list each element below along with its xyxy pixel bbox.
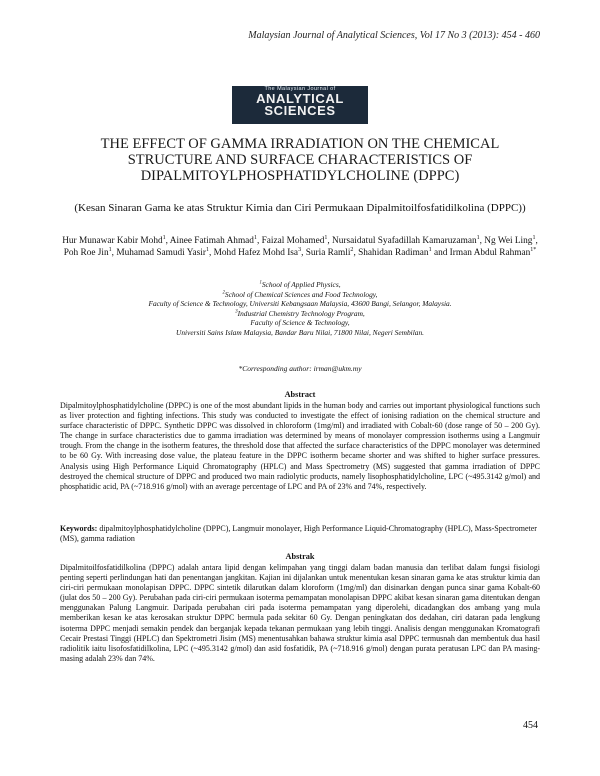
affiliation-text: Universiti Sains Islam Malaysia, Bandar Baru Nilai, 71800 Nilai, Negeri Sembilan. [176, 327, 424, 337]
logo-top-text: The Malaysian Journal of [264, 86, 336, 92]
abstract-heading: Abstract [284, 390, 316, 399]
affiliation-line [60, 290, 540, 300]
affiliation-list [60, 280, 540, 338]
logo-line-1: ANALYTICAL [256, 91, 344, 106]
author-affiliation-marker: 1 [108, 246, 112, 253]
affiliation-text: School of Applied Physics, [261, 280, 341, 289]
paper-title-malay: (Kesan Sinaran Gama ke atas Struktur Kimia dan Ciri Permukaan Dipalmitoilfosfatidilkolina (DPPC)) [74, 202, 526, 214]
keywords [60, 524, 540, 544]
author-name: Nursaidatul Syafadillah Kamaruzaman [332, 236, 477, 246]
affiliation-marker: 3 [235, 309, 238, 315]
paper-title: THE EFFECT OF GAMMA IRRADIATION ON THE CHEMICAL STRUCTURE AND SURFACE CHARACTERISTICS OF DIPALMITOYLPHOSPHATIDYLCHOLINE (DPPC) [100, 136, 500, 184]
author-name: Suria Ramli [305, 248, 351, 258]
author-affiliation-marker: 1 [253, 234, 257, 241]
author-affiliation-marker: 1* [530, 246, 537, 253]
author-name: Mohd Hafez Mohd Isa [213, 248, 299, 258]
author-name: Faizal Mohamed [261, 236, 325, 246]
affiliation-line [60, 280, 540, 290]
abstrak-heading: Abstrak [285, 552, 315, 561]
journal-logo [232, 86, 368, 124]
corresponding-author: *Corresponding author: irman@ukm.my [238, 364, 362, 373]
author-affiliation-marker: 1 [428, 246, 432, 253]
keywords-text: dipalmitoylphosphatidylcholine (DPPC), Langmuir monolayer, High Performance Liquid-Chromatography (HPLC), Mass-Spectrometer (MS), gamma radiation [60, 524, 537, 544]
author-affiliation-marker: 1 [162, 234, 166, 241]
author-name: Ng Wei Ling [484, 236, 533, 246]
page-number: 454 [523, 720, 538, 731]
keywords-label: Keywords: [60, 524, 98, 533]
author-affiliation-marker: 2 [350, 246, 354, 253]
affiliation-line [60, 328, 540, 338]
affiliation-text: Faculty of Science & Technology, [250, 318, 350, 328]
author-name: Muhamad Samudi Yasir [116, 248, 206, 258]
affiliation-line [60, 299, 540, 309]
author-name: Poh Roe Jin [63, 248, 109, 258]
author-name: Ainee Fatimah Ahmad [169, 236, 254, 246]
affiliation-marker: 1 [259, 280, 262, 286]
abstract-text: Dipalmitoylphosphatidylcholine (DPPC) is one of the most abundant lipids in the human body and carries out important physiological functions such as liver protection and fighting infections. This study was conducted to investigate the effect of ionising radiation on the chemical structure and surface characteristic of DPPC. Synthetic DPPC was dissolved in chloroform (1mg/ml) and irradiated with Cobalt-60 (dose range of 50 – 200 Gy). The change in surface characteristics due to gamma irradiation was determined by means of monolayer compression isotherms using a Langmuir trough. From the change in the isotherm features, the threshold dose that affected the surface characteristics of the DPPC monolayer was determined to be 60 Gy. With increasing dose value, the plateau feature in the DPPC isotherm became shorter and was shifted to higher surface pressures. Analysis using High Performance Liquid Chromatography (HPLC) and Mass Spectrometry (MS) suggested that gamma irradiation of DPPC destroyed the chemical structure of DPPC and produced two main radiolytic products, namely lisophosphatidylcholine, LPC (~495.3142 g/mol) and phosphatidic acid, PA (~718.916 g/mol) with an average percentage of LPC and PA of 23% and 74%, respectively. [60, 401, 540, 491]
abstrak-text: Dipalmitoilfosfatidilkolina (DPPC) adalah antara lipid dengan kelimpahan yang tinggi dalam badan manusia dan terlibat dalam fungsi fisiologi penting seperti perlindungan hati dan penentangan jangkitan. Kajian ini dijalankan untuk menentukan kesan sinaran gama ke atas struktur kimia dan ciri-ciri permukaan monolapisan DPPC. DPPC sintetik dilarutkan dalam kloroform (1mg/ml) dan disinarkan dengan punca sinar gama Kobalt-60 (julat dos 50 – 200 Gy). Perubahan pada ciri-ciri permukaan isoterma pemampatan monolapisan DPPC akibat kesan sinaran gama ditentukan dengan menggunakan Palung Langmuir. Daripada perubahan ciri pada isoterma pemampatan yang diperolehi, dicadangkan dos ambang yang mula memberikan kesan ke atas kerosakan struktur DPPC bermula pada sekitar 60 Gy. Dengan peningkatan dos dedahan, ciri dataran pada lengkung isoterma DPPC menjadi semakin pendek dan berganjak kepada tekanan permukaan yang lebih tinggi. Analisis dengan menggunakan Kromatografi Cecair Prestasi Tinggi (HPLC) dan Spektrometri Jisim (MS) menentusahkan bahawa struktur kimia asal DPPC termusnah dan membentuk dua hasil radiolitik iaitu lisofosfatidilkolina, LPC (~495.3142 g/mol) dan asid fosfatidik, PA (~718.916 g/mol) dengan purata peratusan LPC dan PA masing-masing adalah 23% dan 74%. [60, 563, 540, 663]
author-affiliation-marker: 1 [532, 234, 536, 241]
affiliation-line [60, 318, 540, 328]
affiliation-marker: 2 [222, 290, 225, 296]
affiliation-text: Faculty of Science & Technology, Universiti Kebangsaan Malaysia, 43600 Bangi, Selangor, Malaysia. [148, 299, 452, 309]
author-affiliation-marker: 1 [476, 234, 480, 241]
author-affiliation-marker: 1 [324, 234, 328, 241]
author-affiliation-marker: 1 [205, 246, 209, 253]
author-list: Hur Munawar Kabir Mohd$^1$, Ainee Fatimah Ahmad$^1$, Faizal Mohamed$^1$, Nursaidatul Syafadillah Kamaruzaman$^1$, Ng Wei Ling$^1$, Poh Roe Jin$^1$, Muhamad Samudi Yasir$^1$, Mohd Hafez Mohd Isa$^3$, Suria Ramli$^2$, Shahidan Radiman$^1$ and Irman Abdul Rahman$^{1*}$ [62, 234, 538, 258]
author-name: and Irman Abdul Rahman [433, 248, 531, 258]
author-name: Hur Munawar Kabir Mohd [62, 236, 163, 246]
journal-header: Malaysian Journal of Analytical Sciences, Vol 17 No 3 (2013): 454 - 460 [248, 30, 540, 41]
author-name: Shahidan Radiman [358, 248, 429, 258]
logo-line-2: SCIENCES [264, 103, 336, 118]
affiliation-text: School of Chemical Sciences and Food Technology, [224, 289, 378, 299]
affiliation-text: Industrial Chemistry Technology Program, [237, 308, 365, 318]
affiliation-line [60, 309, 540, 319]
author-affiliation-marker: 3 [298, 246, 302, 253]
